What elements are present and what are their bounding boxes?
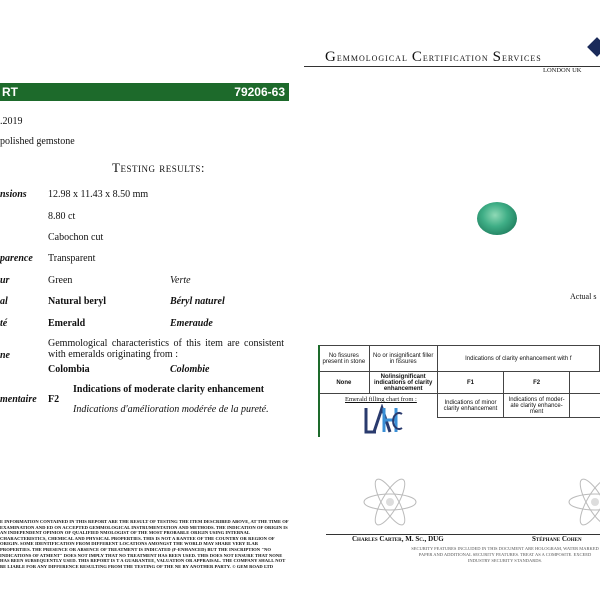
table-head-no-fissures: No fissures present in stone: [319, 346, 370, 372]
value-dimensions: 12.98 x 11.43 x 8.50 mm: [48, 189, 149, 200]
clarity-enhancement-table: [318, 345, 600, 418]
report-header-bar: [0, 83, 289, 101]
value-species-fr: Béryl naturel: [170, 296, 225, 307]
comment-code: F2: [48, 394, 60, 405]
signatory-2: Stéphane Cohen: [532, 535, 582, 543]
value-colour-fr: Verte: [170, 275, 191, 286]
value-species: Natural beryl: [48, 296, 107, 307]
table-accent-line: [318, 345, 320, 437]
label-transparency: parence: [0, 253, 33, 264]
table-code-none-insignificant: No/insignificant indications of clarity enhancement: [369, 372, 437, 394]
value-cut: Cabochon cut: [48, 232, 104, 243]
emerald-filling-chart-link[interactable]: Emerald filling chart from :: [345, 396, 417, 403]
value-colour: Green: [48, 275, 73, 286]
testing-results-title: Testing results:: [112, 160, 205, 175]
table-code-f1: F1: [437, 372, 504, 394]
report-header-title: RT: [2, 85, 18, 99]
atom-seal-icon: [360, 472, 420, 532]
signatory-1: Charles Carter, M. Sc., DUG: [352, 535, 444, 543]
disclaimer-text: E INFORMATION CONTAINED IN THIS REPORT ARE THE RESULT OF TESTING THE ITEM DESCRIBED ABOVE, AT THE TIME OF EXAMINATION AND ED ON ACCEPTED GEMMOLOGICAL INSTRUMENTATION AND METHODS. THE INDICATION OF ORIGIN IS AN INDEPENDENT OPINION OF QUALIFIED NMOLOGIST OF THE MOST PROBABLE ORIGIN USING INTERNAL CHARACTERISTICS, CHEMICAL AND PHYSICAL PROPERTIES. THIS IS NOT A RANTEE OF THE COUNTRY OR REGION OF ORIGIN. SOME IDENTIFICATION FROM DIFFERENT LOCATIONS AMONGST THE WORLD MAY SHARE VERY ILAR PROPERTIES. THE PRESENCE OR ABSENCE OF TREATMENT IS INDICATED (F-ENHANCED) BUT THE INSCRIPTION "NO INDICATIONS OF ATMENT" DOES NOT IMPLY THAT NO TREATMENT HAS BEEN USED. THIS DOES NOT ENSURE THAT NONE HAS BEEN SUBSEQUENTLY USED. THIS REPORT IS T A GUARANTEE, VALUATION OR APPRAISAL. THE COMPANY SHALL NOT BE LIABLE FOR ANY DIFFERENCE RESULTING FROM THE TESTING OF THE NE BY ANOTHER PARTY. © GEM ROAD LTD: [0, 519, 289, 569]
label-variety: té: [0, 318, 8, 329]
label-colour: ur: [0, 275, 10, 286]
table-desc-f2: Indications of moder- ate clarity enhance- ment: [504, 394, 570, 418]
origin-value-fr: Colombie: [170, 364, 210, 375]
security-notice: SECURITY FEATURES INCLUDED IN THIS DOCUMENT ARE HOLOGRAM, WATER MARKED PAPER AND ADDITIONAL SECURITY FEATURES. TREAT AS A COMPOSITE. EXCEED INDUSTRY SECURITY STANDARDS.: [411, 546, 599, 563]
logo-diamond-icon: [587, 37, 600, 57]
value-variety: Emerald: [48, 318, 86, 329]
origin-text: Gemmological characteristics of this item are consistent with emeralds originating from :: [48, 338, 284, 360]
report-date: .2019: [0, 116, 23, 127]
table-code-f2: F2: [504, 372, 570, 394]
value-transparency: Transparent: [48, 253, 96, 264]
atom-seal-icon-2: [565, 472, 600, 532]
table-desc-f1: Indications of minor clarity enhancement: [437, 394, 504, 418]
company-title: Gemmological Certification Services: [325, 49, 542, 65]
value-weight: 8.80 ct: [48, 211, 76, 222]
table-head-enhancement: Indications of clarity enhancement with f: [437, 346, 599, 372]
report-number: 79206-63: [234, 85, 285, 99]
comment-fr: Indications d'amélioration modérée de la pureté.: [73, 404, 269, 415]
company-location: LONDON UK: [543, 67, 582, 74]
label-comment: mentaire: [0, 394, 37, 405]
comment-en: Indications of moderate clarity enhancement: [73, 384, 265, 395]
label-dimensions: nsions: [0, 189, 27, 200]
table-head-no-filler: No or insignificant filler in fissures: [369, 346, 437, 372]
actual-size-label: Actual s: [570, 292, 597, 301]
lahc-logo-icon: [362, 404, 404, 436]
origin-value: Colombia: [48, 364, 90, 375]
label-origin: ne: [0, 350, 10, 361]
table-code-none: None: [319, 372, 370, 394]
label-species: al: [0, 296, 8, 307]
gemstone-photo: [477, 202, 517, 235]
value-variety-fr: Emeraude: [170, 318, 213, 329]
item-description: polished gemstone: [0, 136, 75, 147]
